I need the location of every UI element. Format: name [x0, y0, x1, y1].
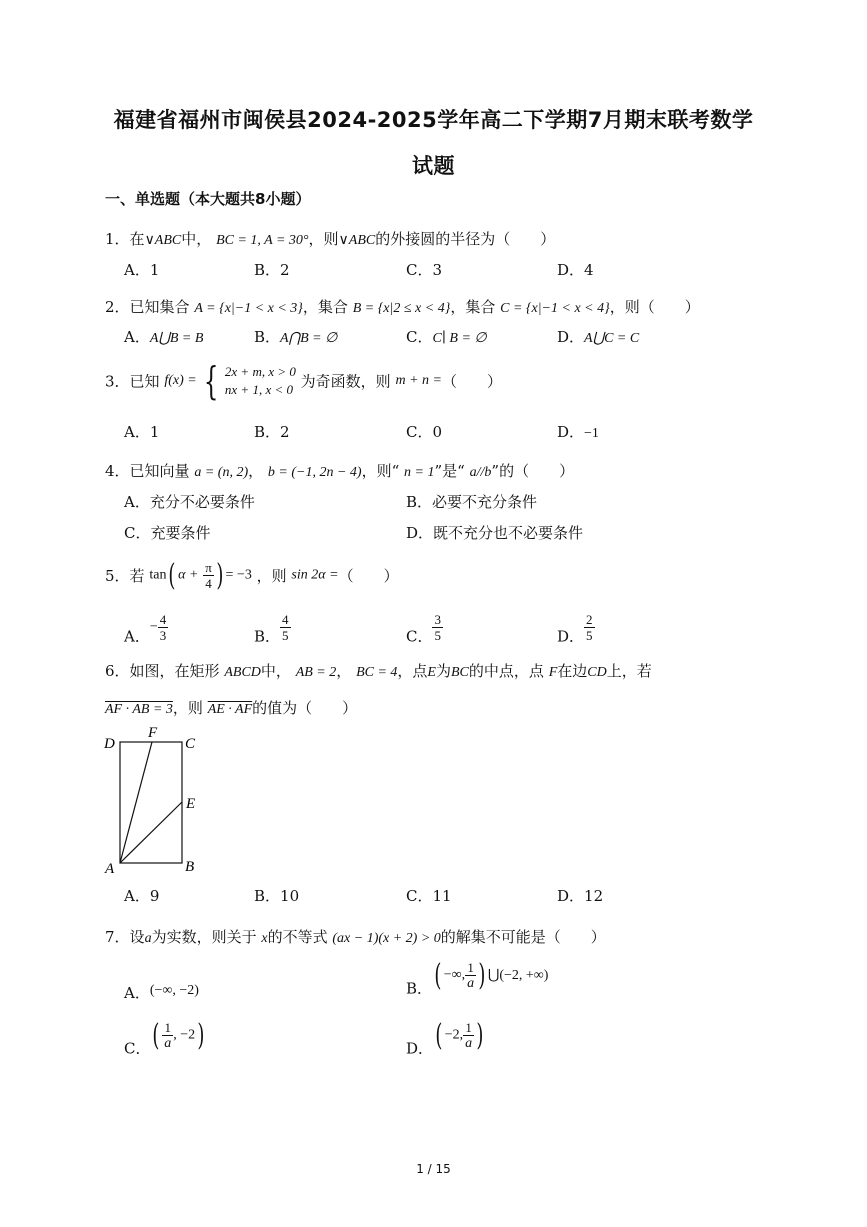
- q3-option-b[interactable]: B．2: [254, 423, 290, 441]
- rectangle-figure: [100, 725, 210, 875]
- q5-option-a[interactable]: A．− $\frac{4}{3}$: [124, 612, 167, 646]
- q1-option-c[interactable]: C．3: [406, 261, 443, 279]
- segment-af: [120, 742, 152, 863]
- q2-option-c[interactable]: C．C∣ B = ∅: [406, 328, 487, 346]
- pi-over-four: $\frac{\pi}{4}$: [205, 560, 212, 591]
- q6-option-a[interactable]: A．9: [124, 887, 160, 905]
- question-1: 1．在∨ABC中， BC = 1, A = 30°，则∨ABC的外接圆的半径为（ ）: [105, 230, 556, 248]
- q7-option-d[interactable]: D．( −2, $\frac{1}{a}$ ): [406, 1017, 484, 1058]
- q4-option-c[interactable]: C．充要条件: [124, 524, 211, 542]
- piecewise-function: f(x) = { 2x + m, x > 0 nx + 1, x < 0: [164, 359, 296, 403]
- label-e: E: [186, 796, 196, 812]
- q7-option-b[interactable]: B．( −∞, $\frac{1}{a}$ ) ⋃(−2, +∞): [406, 957, 549, 998]
- label-d: D: [104, 736, 115, 752]
- q3-option-d[interactable]: D．−1: [557, 423, 599, 441]
- page-title-line2: 试题: [412, 154, 455, 178]
- label-f: F: [148, 725, 158, 741]
- label-c: C: [185, 736, 196, 752]
- q4-option-b[interactable]: B．必要不充分条件: [406, 493, 538, 511]
- q2-option-d[interactable]: D．A⋃C = C: [557, 328, 640, 346]
- q2-option-b[interactable]: B．A⋂B = ∅: [254, 328, 338, 346]
- question-5: 5．若 tan( α + $\frac{\pi}{4}$ ) = −3 ，则 sin 2α =（ ）: [105, 557, 399, 593]
- question-2: 2．已知集合 A = {x|−1 < x < 3}，集合 B = {x|2 ≤ x < 4}，集合 C = {x|−1 < x < 4}，则（ ）: [105, 298, 700, 316]
- question-3: 3．已知 f(x) = { 2x + m, x > 0 nx + 1, x < 0 为奇函数，则 m + n =（ ）: [105, 359, 502, 403]
- page-number: 1 / 15: [416, 1162, 451, 1176]
- question-4: 4．已知向量 a = (n, 2)， b = (−1, 2n − 4)，则“ n = 1”是“ a//b”的（ ）: [105, 462, 575, 480]
- q2-option-a[interactable]: A．A⋃B = B: [124, 328, 204, 346]
- q3-option-c[interactable]: C．0: [406, 423, 443, 441]
- segment-ae: [120, 802, 182, 863]
- q5-option-c[interactable]: C． $\frac{3}{5}$: [406, 612, 441, 646]
- q1-option-d[interactable]: D．4: [557, 261, 594, 279]
- question-6-line2: AF · AB = 3，则 AE · AF的值为（ ）: [105, 699, 358, 717]
- label-a: A: [105, 861, 115, 875]
- q6-option-d[interactable]: D．12: [557, 887, 604, 905]
- q6-option-b[interactable]: B．10: [254, 887, 300, 905]
- q7-option-c[interactable]: C．( $\frac{1}{a}$ , −2): [124, 1017, 205, 1058]
- q6-option-c[interactable]: C．11: [406, 887, 452, 905]
- label-b: B: [185, 859, 195, 875]
- question-6-line1: 6．如图，在矩形 ABCD中， AB = 2， BC = 4，点E为BC的中点，点 F在边CD上，若: [105, 662, 652, 680]
- q3-option-a[interactable]: A．1: [124, 423, 160, 441]
- question-7: 7．设a为实数，则关于 x的不等式 (ax − 1)(x + 2) > 0的解集不可能是（ ）: [105, 928, 606, 946]
- q5-option-b[interactable]: B． $\frac{4}{5}$: [254, 612, 289, 646]
- q1-option-b[interactable]: B．2: [254, 261, 290, 279]
- q7-option-a[interactable]: A．(−∞, −2): [124, 983, 199, 1002]
- q1-option-a[interactable]: A．1: [124, 261, 160, 279]
- q5-option-d[interactable]: D． $\frac{2}{5}$: [557, 612, 593, 646]
- page-title-line1: 福建省福州市闽侯县2024-2025学年高二下学期7月期末联考数学: [113, 108, 754, 132]
- section-heading: 一、单选题（本大题共8小题）: [105, 190, 311, 208]
- q4-option-d[interactable]: D．既不充分也不必要条件: [406, 524, 584, 542]
- rectangle-abcd: [120, 742, 182, 863]
- q4-option-a[interactable]: A．充分不必要条件: [124, 493, 255, 511]
